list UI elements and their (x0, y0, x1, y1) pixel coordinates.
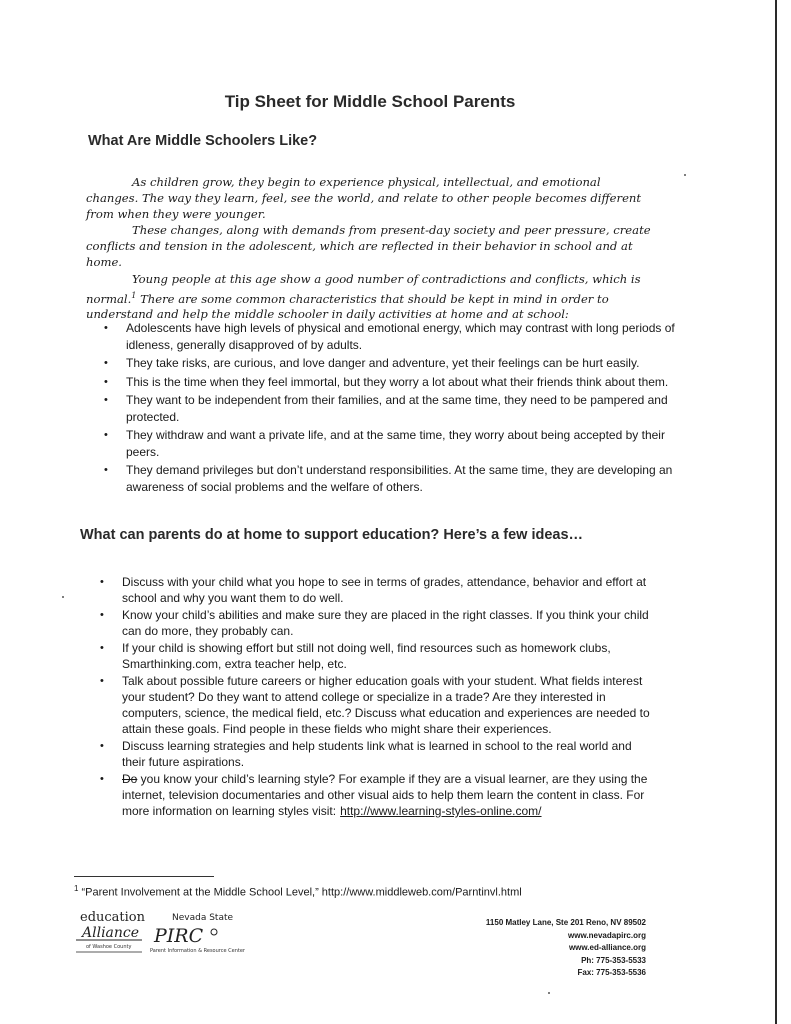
list-item (102, 392, 687, 425)
list-item (102, 320, 687, 353)
characteristics-list (102, 320, 687, 497)
bullet-icon: • (104, 464, 108, 476)
bullet-icon: • (104, 375, 108, 388)
contact-block (420, 917, 646, 980)
page-title: Tip Sheet for Middle School Parents (224, 92, 516, 111)
list-item (98, 607, 653, 639)
list-item-text: They withdraw and want a private life, and at the same time, they worry about being accepted by their peers. (126, 428, 665, 459)
list-item-text: Talk about possible future careers or higher education goals with your student. What fields interest your student? Do they want to attend college or specialize in a trade? Are they interested in computers, science, the medical field, etc.? Discuss what education and experiences are needed to attain these goals. Find people in these fields who might share their experiences. (122, 674, 650, 736)
list-item-text: If your child is showing effort but still not doing well, find resources such as homework clubs, Smarthinking.com, extra teacher help, etc. (122, 641, 611, 671)
scan-speck (62, 596, 64, 598)
list-item-text: They take risks, are curious, and love danger and adventure, yet their feelings can be hurt easily. (126, 356, 640, 370)
contact-address: 1150 Matley Lane, Ste 201 Reno, NV 89502 (485, 918, 646, 927)
list-item (98, 771, 653, 819)
list-item (102, 462, 687, 495)
list-item-text: Adolescents have high levels of physical and emotional energy, which may contrast with long periods of idleness, generally disapproved of by adults. (126, 321, 675, 352)
footnote (74, 884, 522, 899)
bullet-icon: • (104, 394, 108, 406)
footnote-divider (74, 876, 214, 877)
list-item (102, 427, 687, 460)
intro-sentence: Young people at this age show a good number of contradictions and conflicts, which is normal. (86, 271, 641, 306)
bullet-icon: • (100, 675, 104, 687)
education-alliance-logo (72, 908, 158, 960)
list-item (102, 374, 687, 391)
list-item-text: Discuss learning strategies and help students link what is learned in school to the real world and their future aspirations. (122, 739, 632, 769)
list-item (98, 574, 653, 606)
footnote-text: “Parent Involvement at the Middle School Level,” http://www.middleweb.com/Parntinvl.html (78, 886, 522, 899)
contact-website[interactable]: www.ed-alliance.org (568, 943, 646, 952)
intro-sentence: There are some common characteristics that should be kept in mind in order to understand and help the middle schooler in daily activities at home and at school: (86, 291, 609, 322)
list-item-text: you know your child’s learning style? For example if they are a visual learner, are they using the internet, television documentaries and other visual aids to help them learn the content in class. For more information on learning styles visit: (122, 772, 648, 818)
list-item-text: Discuss with your child what you hope to see in terms of grades, attendance, behavior and effort at school and why you want them to do well. (122, 575, 647, 605)
bullet-icon: • (100, 609, 104, 621)
struck-text: Do (122, 772, 138, 786)
footnote-number: 1 (74, 884, 79, 893)
logo-text: Nevada State (172, 913, 234, 923)
list-item (98, 640, 653, 672)
list-item-text: They demand privileges but don’t understand responsibilities. At the same time, they are developing an awareness of social problems and the welfare of others. (126, 463, 673, 494)
list-item-text: This is the time when they feel immortal, but they worry a lot about what their friends think about them. (126, 374, 669, 389)
bullet-icon: • (100, 576, 104, 588)
logo-text: of Washoe County (86, 944, 132, 950)
intro-paragraph (86, 272, 652, 323)
logo-text: Alliance (82, 925, 140, 941)
list-item-text: They want to be independent from their families, and at the same time, they need to be pampered and protected. (126, 393, 668, 424)
bullet-icon: • (100, 740, 104, 752)
learning-styles-link[interactable]: http://www.learning-styles-online.com/ (340, 804, 542, 818)
section-heading-characteristics: What Are Middle Schoolers Like? (88, 133, 318, 149)
list-item (98, 673, 653, 737)
logo-text: education (80, 910, 145, 925)
contact-website[interactable]: www.nevadapirc.org (568, 930, 646, 940)
intro-text (86, 175, 652, 324)
logo-text: Parent Information & Resource Center (150, 948, 245, 954)
nevada-pirc-logo (150, 910, 254, 956)
scan-edge-line (775, 0, 777, 1024)
scan-speck (548, 992, 550, 994)
list-item (102, 355, 687, 372)
logo-text: PIRC (154, 925, 204, 947)
footnote-ref: 1 (131, 290, 137, 300)
bullet-icon: • (100, 642, 104, 654)
section-heading-ideas: What can parents do at home to support education? Here’s a few ideas… (80, 527, 584, 543)
list-item-text: Know your child’s abilities and make sure they are placed in the right classes. If you think your child can do more, they probably can. (122, 608, 649, 638)
list-item (98, 738, 653, 770)
scan-speck (684, 174, 686, 176)
bullet-icon: • (104, 322, 108, 334)
contact-fax: Fax: 775-353-5536 (577, 968, 646, 977)
intro-paragraph: As children grow, they begin to experience physical, intellectual, and emotional changes. The way they learn, feel, see the world, and relate to other people becomes different from when they were younger. (86, 175, 642, 221)
bullet-icon: • (104, 429, 108, 441)
bullet-icon: • (100, 773, 104, 785)
ideas-list (98, 574, 653, 820)
intro-paragraph: These changes, along with demands from present-day society and peer pressure, create conflicts and tension in the adolescent, which are reflected in their behavior in school and at home. (86, 223, 651, 269)
bullet-icon: • (104, 357, 108, 369)
contact-phone: Ph: 775-353-5533 (581, 955, 646, 965)
